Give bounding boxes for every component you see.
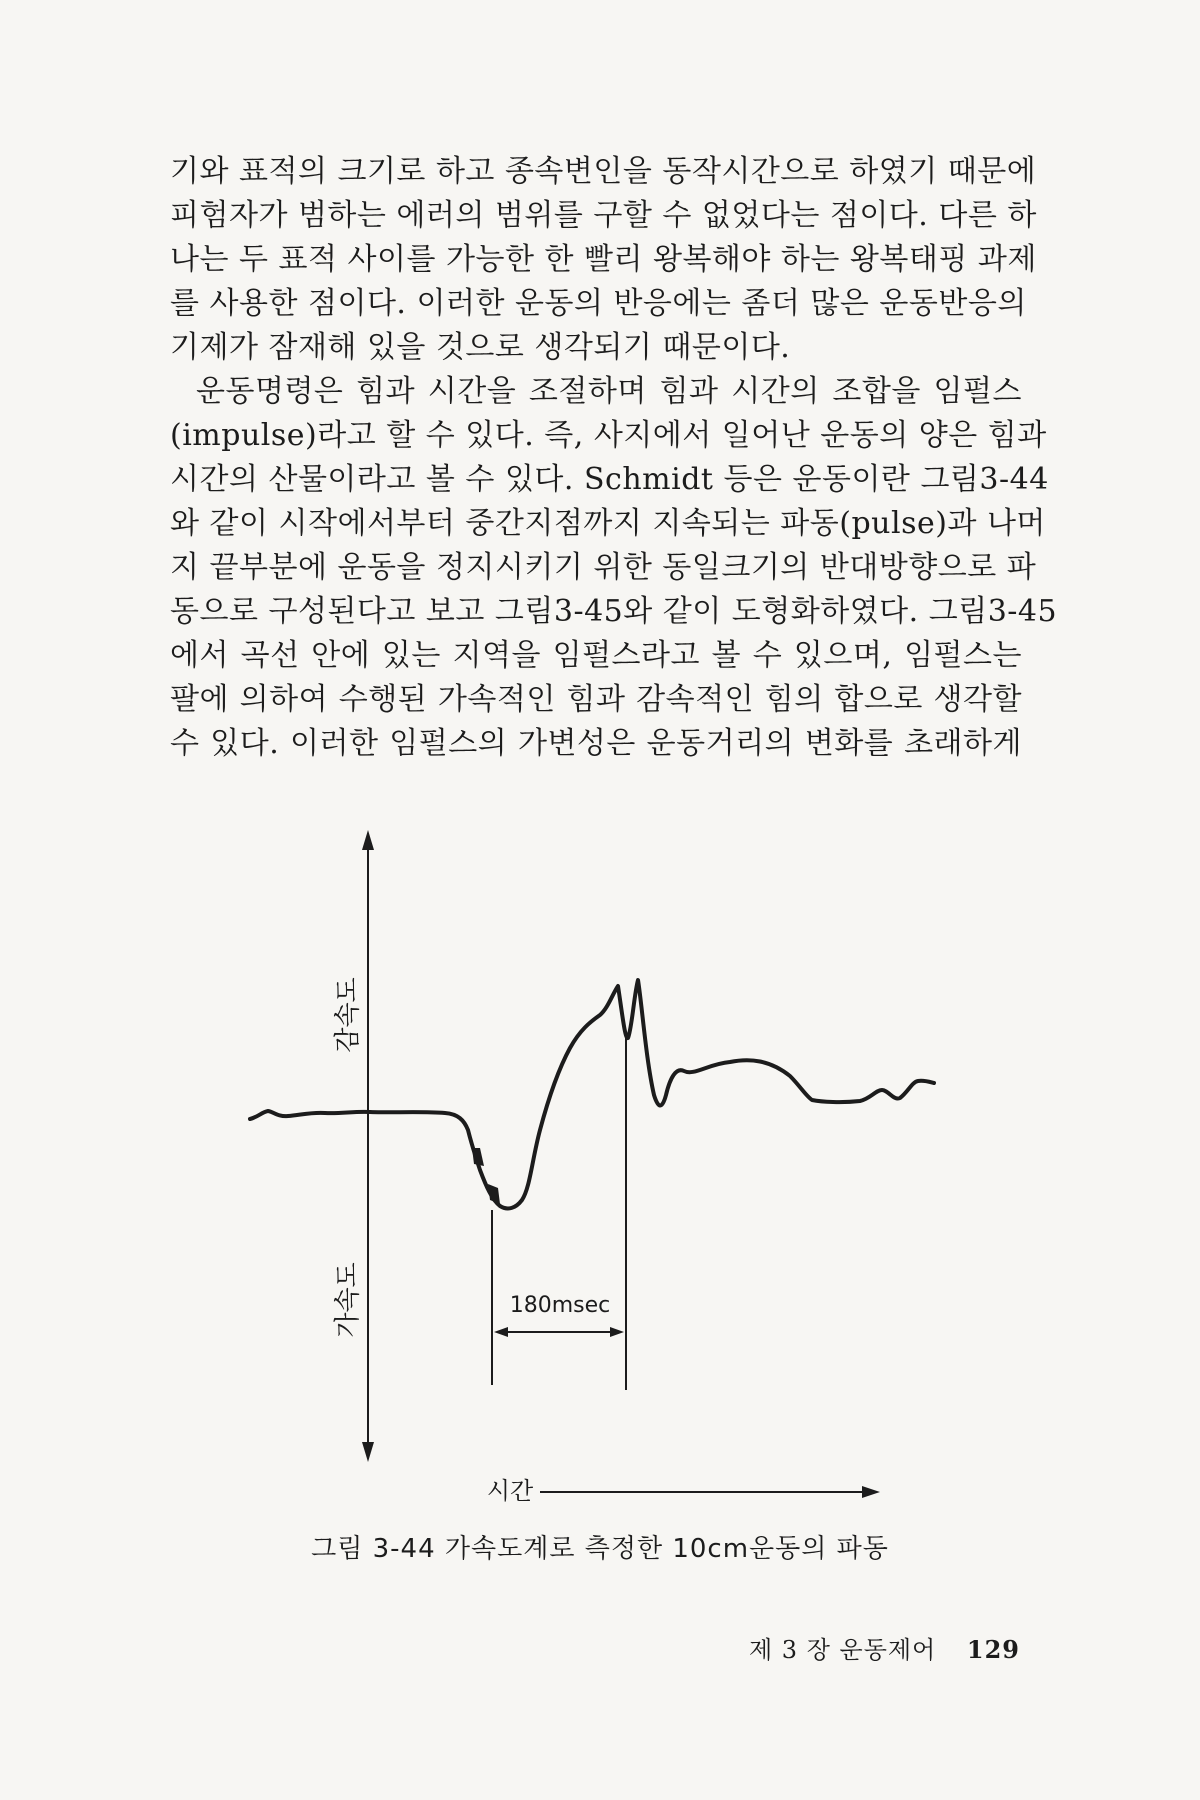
axis-arrow-down [362,1442,374,1462]
chapter-title: 제 3 장 운동제어 [748,1636,937,1664]
text-line: 기와 표적의 크기로 하고 종속변인을 동작시간으로 하였기 때문에 [170,154,1037,189]
page-footer [749,1630,1020,1665]
interval-label: 180msec [509,1293,611,1318]
interval-arrow-left [494,1327,508,1337]
text-line: 수 있다. 이러한 임펄스의 가변성은 운동거리의 변화를 초래하게 [170,726,1022,761]
time-label: 시간 [486,1477,534,1505]
paragraph-1 [170,150,1037,370]
figure-acceleration-wave [0,790,1200,1510]
text-line: 시간의 산물이라고 볼 수 있다. Schmidt 등은 운동이란 그림3-44 [170,462,1049,497]
text-line: (impulse)라고 할 수 있다. 즉, 사지에서 일어난 운동의 양은 힘과 [170,418,1047,453]
body-text [170,150,1058,766]
text-line: 기제가 잠재해 있을 것으로 생각되기 때문이다. [170,330,791,365]
text-line: 피험자가 범하는 에러의 범위를 구할 수 없었다는 점이다. 다른 하 [170,198,1037,233]
text-line: 운동명령은 힘과 시간을 조절하며 힘과 시간의 조합을 임펄스 [196,374,1022,409]
text-line: 나는 두 표적 사이를 가능한 한 빨리 왕복해야 하는 왕복태핑 과제 [170,242,1037,277]
text-line: 를 사용한 점이다. 이러한 운동의 반응에는 좀더 많은 운동반응의 [170,286,1027,321]
text-line: 에서 곡선 안에 있는 지역을 임펄스라고 볼 수 있으며, 임펄스는 [170,638,1022,673]
deceleration-label: 감속도 [333,977,363,1053]
waveform-notch [472,1148,484,1166]
acceleration-label: 가속도 [333,1262,363,1338]
page-number: 129 [966,1635,1020,1664]
text-line: 지 끝부분에 운동을 정지시키기 위한 동일크기의 반대방향으로 파 [170,550,1037,585]
text-line: 와 같이 시작에서부터 중간지점까지 지속되는 파동(pulse)과 나머 [170,506,1046,541]
text-line: 동으로 구성된다고 보고 그림3-45와 같이 도형화하였다. 그림3-45 [170,594,1058,629]
figure-svg [0,790,1200,1510]
axis-arrow-up [362,830,374,850]
time-axis-arrow [862,1486,880,1498]
paragraph-2 [170,370,1058,766]
waveform-notch [488,1184,500,1204]
interval-arrow-right [610,1327,624,1337]
text-line: 팔에 의하여 수행된 가속적인 힘과 감속적인 힘의 합으로 생각할 [170,682,1022,717]
figure-caption: 그림 3-44 가속도계로 측정한 10cm운동의 파동 [311,1534,889,1564]
